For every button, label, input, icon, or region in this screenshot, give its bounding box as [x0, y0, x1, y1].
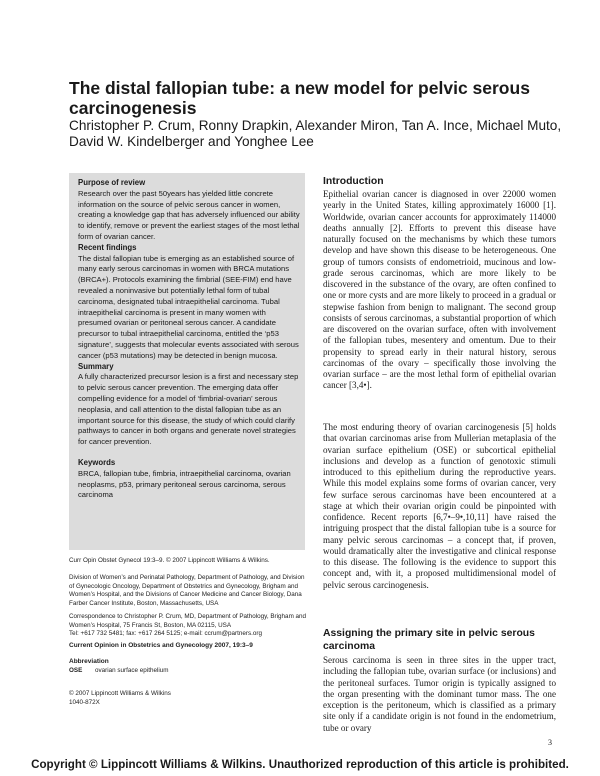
findings-text: The distal fallopian tube is emerging as an established source of many early serous carcinomas in women with BRCA mutations (BRCA+). Protocols examining the fimbrial (SEE-FIM) end have revealed a noninvasive but potentially lethal form of tubal carcinoma, designated tubal intraepithelial carcinoma. Tubal intraepithelial carcinoma is present in many women with presumed ovarian or peritoneal serous cancer. A candidate precursor to tubal intraepithelial carcinoma, entitled the ‘p53 signature’, suggests that molecular events associated with serous cancer (p53 mutations) may be detected in benign mucosa. — [78, 253, 299, 360]
abstract — [78, 178, 300, 501]
copyright-notice: Copyright © Lippincott Williams & Wilkins. Unauthorized reproduction of this article is prohibited. — [31, 758, 569, 771]
article-title: The distal fallopian tube: a new model for pelvic serous carcinogenesis — [69, 78, 530, 118]
findings-heading: Recent findings — [78, 242, 137, 252]
intro-p1-text: Epithelial ovarian cancer is diagnosed in over 22000 women yearly in the United States, killing approximately 16000 [1]. Worldwide, ovarian cancer accounts for approximately 114000 deaths annually [2]. Efforts to prevent this disease have naturally focused on the mechanisms by which these tumors develop and have shown this disease to be heterogeneous. One group of tumors consists of endometrioid, mucinous and low-grade serous carcinomas, which are more likely to be discovered in the substance of the ovary, are often confined to one or more cysts and are more likely to proceed in a gradual or stepwise fashion from benign to malignant. The second group consists of serous carcinomas, a substantial proportion of which are discovered on the ovarian surface, often with involvement of the fallopian tubes, mesentery and omentum. Due to their propensity to spread early in their natural history, serous carcinomas of the ovary – specifically those involving the ovarian surface – are the most lethal form of epithelial ovarian cancer [3,4•]. — [323, 189, 556, 391]
section-2-paragraph-1 — [323, 655, 556, 734]
introduction-heading: Introduction — [323, 176, 384, 187]
page-number: 3 — [548, 738, 552, 747]
journal-block — [69, 642, 309, 651]
introduction-paragraph-1 — [323, 189, 556, 392]
correspondence-text: Correspondence to Christopher P. Crum, MD, Department of Pathology, Brigham and Women’s Hospital, 75 Francis St, Boston, MA 02115, USA — [69, 613, 307, 629]
journal-line: Current Opinion in Obstetrics and Gynecology 2007, 19:3–9 — [69, 642, 253, 649]
summary-heading: Summary — [78, 361, 114, 371]
summary-text: A fully characterized precursor lesion is a first and necessary step to pelvic serous cancer prevention. The emerging data offer compelling evidence for a model of ‘fimbrial-ovarian’ serous neoplasia, and call attention to the distal fallopian tube as an important source for this disease, the study of which could clarify pathways to cancer in both organs and generate novel strategies for cancer prevention. — [78, 372, 299, 447]
section-2-heading: Assigning the primary site in pelvic serous carcinoma — [323, 628, 535, 652]
correspondence-block — [69, 613, 309, 639]
article-authors: Christopher P. Crum, Ronny Drapkin, Alexander Miron, Tan A. Ince, Michael Muto, David W. Kindelberger and Yonghee Lee — [69, 118, 562, 149]
purpose-heading: Purpose of review — [78, 178, 146, 187]
copyright-line: © 2007 Lippincott Williams & Wilkins — [69, 690, 171, 697]
abbreviation-meaning: ovarian surface epithelium — [95, 666, 169, 674]
citation-block — [69, 557, 309, 566]
abbreviation-block — [69, 658, 309, 675]
keywords-text: BRCA, fallopian tube, fimbria, intraepithelial carcinoma, ovarian neoplasms, p53, primary peritoneal serous carcinoma, serous carcinoma — [78, 468, 291, 500]
section2-p1-text: Serous carcinoma is seen in three sites in the upper tract, including the fallopian tube, ovarian surface (or inclusions) and the peritoneal surfaces. Tumor origin is typically assigned to the organ presenting with the dominant tumor mass. The one exception is the peritoneum, which is classified as a primary site only if a candidate origin is not found in the endometrium, tube or ovary — [323, 655, 556, 733]
purpose-text: Research over the past 50years has yielded little concrete information on the source of pelvic serous cancer in women, creating a knowledge gap that has adversely influenced our ability to identify, remove or prevent the earliest stages of the most lethal form of ovarian cancer. — [78, 188, 300, 241]
abbreviation-row — [69, 667, 309, 676]
keywords-heading: Keywords — [78, 457, 116, 467]
contact-text: Tel: +617 732 5481; fax: +617 264 5125; e-mail: ccrum@partners.org — [69, 630, 262, 638]
abbreviation-heading: Abbreviation — [69, 658, 109, 665]
issn-line: 1040-872X — [69, 698, 100, 706]
copyright-block — [69, 690, 309, 707]
affiliation-block — [69, 574, 309, 608]
citation-line: Curr Opin Obstet Gynecol 19:3–9. © 2007 Lippincott Williams & Wilkins. — [69, 557, 270, 564]
introduction-paragraph-2 — [323, 422, 556, 591]
affiliation-text: Division of Women’s and Perinatal Pathology, Department of Pathology, and Division of Gynecologic Oncology, Department of Obstetrics and Gynecology, Brigham and Women’s Hospital, and the Divisions of Cancer Medicine and Cancer Biology, Dana Farber Cancer Institute, Boston, Massachusetts, USA — [69, 574, 305, 607]
abbreviation-term: OSE — [69, 666, 83, 674]
intro-p2-text: The most enduring theory of ovarian carcinogenesis [5] holds that ovarian carcinomas arise from Mullerian metaplasia of the ovarian surface epithelium (OSE) or subcortical epithelial inclusions and develop as a function of genotoxic stimuli introduced to this epithelium during the reproductive years. While this model explains some forms of ovarian cancer, very few surface serous carcinomas have been encountered at a stage at which their ovarian origin could be pinpointed with confidence. Recent reports [6,7•–9•,10,11] have raised the intriguing prospect that the distal fallopian tube is a source for many pelvic serous carcinomas – a concept that, if proven, would dramatically alter the investigative and clinical response to this disease. The following is the evidence to support this concept and, with it, a proposed multidimensional model of pelvic serous carcinogenesis. — [323, 422, 556, 590]
